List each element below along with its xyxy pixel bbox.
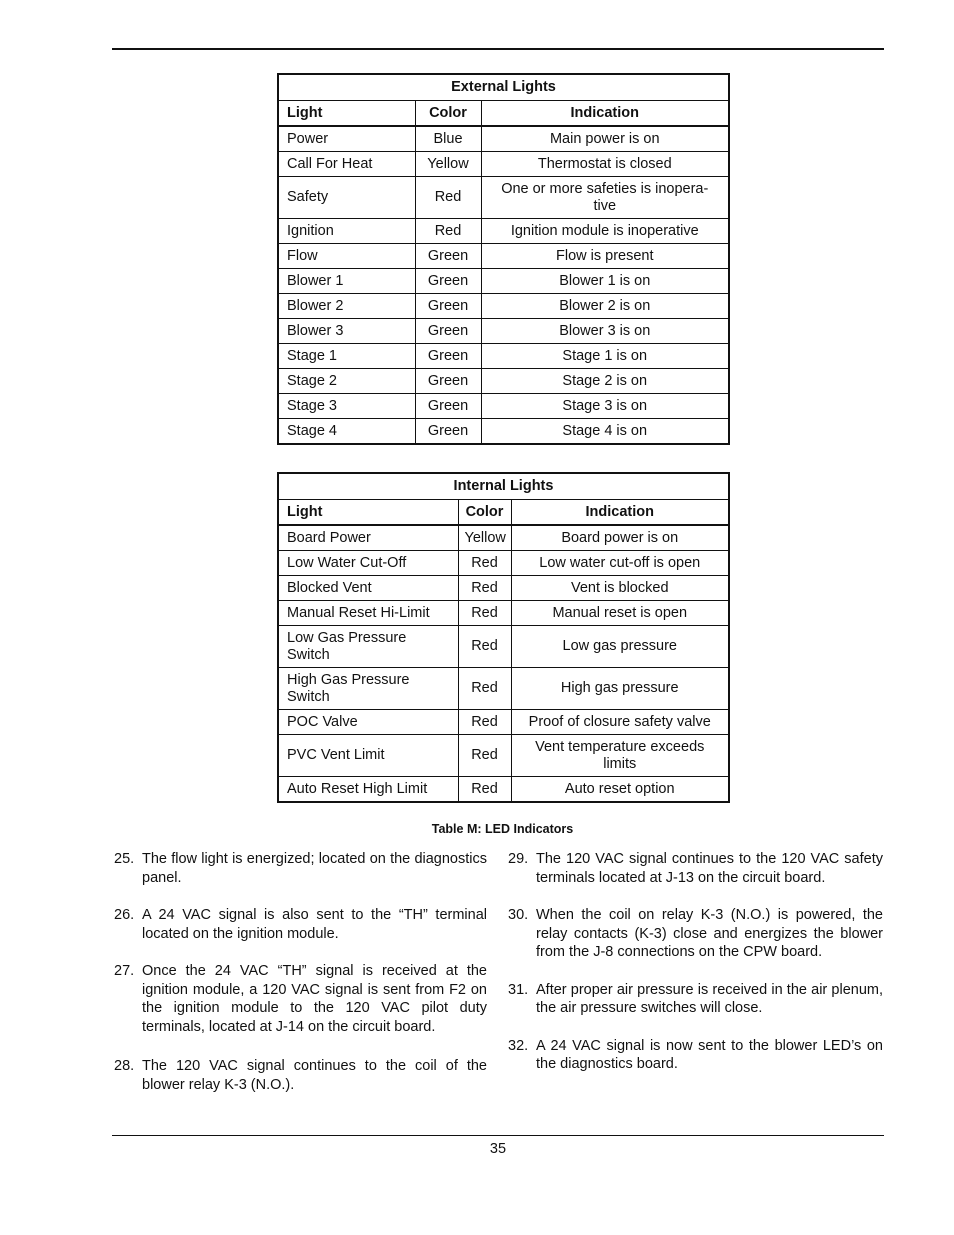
- table-row: [278, 735, 729, 777]
- step-item: [112, 962, 487, 1036]
- table-row: [278, 219, 729, 244]
- color-cell: Green: [415, 344, 481, 369]
- color-cell: Red: [415, 177, 481, 219]
- column-header: Indication: [481, 101, 729, 127]
- indication-cell: Low water cut-off is open: [511, 551, 729, 576]
- color-cell: Blue: [415, 126, 481, 152]
- step-item: [112, 1057, 487, 1094]
- step-item: [112, 906, 487, 943]
- indication-cell: Vent temperature exceeds limits: [511, 735, 729, 777]
- color-cell: Green: [415, 394, 481, 419]
- indication-cell: Thermostat is closed: [481, 152, 729, 177]
- table-row: [278, 551, 729, 576]
- page-number: 35: [489, 1141, 507, 1157]
- indication-cell: Manual reset is open: [511, 601, 729, 626]
- light-cell: Low Gas Pressure Switch: [278, 626, 458, 668]
- indication-cell: Blower 2 is on: [481, 294, 729, 319]
- footer-rule: [112, 1135, 884, 1136]
- color-cell: Green: [415, 319, 481, 344]
- color-cell: Green: [415, 269, 481, 294]
- light-cell: Blocked Vent: [278, 576, 458, 601]
- indication-cell: Main power is on: [481, 126, 729, 152]
- color-cell: Red: [458, 710, 511, 735]
- light-cell: Low Water Cut-Off: [278, 551, 458, 576]
- indication-cell: Low gas pressure: [511, 626, 729, 668]
- indication-cell: Board power is on: [511, 525, 729, 551]
- color-cell: Green: [415, 369, 481, 394]
- table-row: [278, 777, 729, 803]
- step-number: 30.: [508, 907, 529, 923]
- column-header: Color: [458, 500, 511, 526]
- light-cell: Safety: [278, 177, 415, 219]
- color-cell: Yellow: [415, 152, 481, 177]
- indication-cell: Ignition module is inoperative: [481, 219, 729, 244]
- light-cell: PVC Vent Limit: [278, 735, 458, 777]
- indication-cell: High gas pressure: [511, 668, 729, 710]
- table-row: [278, 710, 729, 735]
- column-header: Light: [278, 101, 415, 127]
- indication-cell: Flow is present: [481, 244, 729, 269]
- table-row: [278, 294, 729, 319]
- indication-cell: Stage 2 is on: [481, 369, 729, 394]
- light-cell: Stage 3: [278, 394, 415, 419]
- step-text: A 24 VAC signal is also sent to the “TH” terminal located on the ignition module.: [142, 907, 487, 942]
- light-cell: Stage 1: [278, 344, 415, 369]
- step-number: 26.: [114, 907, 135, 923]
- table-row: [278, 525, 729, 551]
- indication-cell: Stage 3 is on: [481, 394, 729, 419]
- table-row: [278, 576, 729, 601]
- light-cell: Board Power: [278, 525, 458, 551]
- color-cell: Red: [458, 601, 511, 626]
- step-number: 29.: [508, 851, 529, 867]
- light-cell: Stage 2: [278, 369, 415, 394]
- indication-cell: Blower 1 is on: [481, 269, 729, 294]
- step-item: [506, 1037, 883, 1074]
- step-text: The flow light is energized; located on the diagnostics panel.: [142, 851, 487, 886]
- indication-cell: Vent is blocked: [511, 576, 729, 601]
- light-cell: Blower 3: [278, 319, 415, 344]
- color-cell: Red: [458, 551, 511, 576]
- step-item: [506, 981, 883, 1018]
- header-rule: [112, 48, 884, 50]
- light-cell: Stage 4: [278, 419, 415, 445]
- light-cell: Auto Reset High Limit: [278, 777, 458, 803]
- step-number: 27.: [114, 963, 135, 979]
- table-caption: Table M: LED Indicators: [431, 822, 574, 836]
- table-row: [278, 394, 729, 419]
- color-cell: Green: [415, 419, 481, 445]
- table-title: External Lights: [278, 74, 729, 101]
- table-row: [278, 419, 729, 445]
- step-number: 28.: [114, 1058, 135, 1074]
- table-row: [278, 269, 729, 294]
- color-cell: Yellow: [458, 525, 511, 551]
- table-title: Internal Lights: [278, 473, 729, 500]
- column-header: Indication: [511, 500, 729, 526]
- color-cell: Red: [458, 777, 511, 803]
- steps-column-left: [112, 850, 487, 1094]
- light-cell: Power: [278, 126, 415, 152]
- table-row: [278, 126, 729, 152]
- table-row: [278, 344, 729, 369]
- step-text: When the coil on relay K-3 (N.O.) is powered, the relay contacts (K-3) close and energizes the blower from the J-8 connections on the CPW board.: [536, 907, 883, 960]
- external-lights-table: [277, 73, 730, 445]
- color-cell: Red: [458, 626, 511, 668]
- color-cell: Green: [415, 244, 481, 269]
- step-text: The 120 VAC signal continues to the 120 VAC safety terminals located at J-13 on the circuit board.: [536, 851, 883, 886]
- color-cell: Red: [458, 668, 511, 710]
- column-header: Light: [278, 500, 458, 526]
- table-row: [278, 601, 729, 626]
- table-row: [278, 319, 729, 344]
- step-item: [506, 850, 883, 887]
- indication-cell: Auto reset option: [511, 777, 729, 803]
- step-number: 31.: [508, 981, 529, 998]
- step-number: 25.: [114, 851, 135, 867]
- step-number: 32.: [508, 1037, 529, 1054]
- step-item: [506, 906, 883, 962]
- indication-cell: One or more safeties is inopera- tive: [481, 177, 729, 219]
- indication-cell: Proof of closure safety valve: [511, 710, 729, 735]
- step-item: [112, 850, 487, 887]
- step-text: A 24 VAC signal is now sent to the blower LED’s on the diagnostics board.: [536, 1037, 883, 1072]
- color-cell: Red: [458, 576, 511, 601]
- step-text: After proper air pressure is received in the air plenum, the air pressure switches will close.: [536, 981, 883, 1016]
- indication-cell: Stage 1 is on: [481, 344, 729, 369]
- light-cell: Manual Reset Hi-Limit: [278, 601, 458, 626]
- table-row: [278, 626, 729, 668]
- table-row: [278, 369, 729, 394]
- light-cell: Blower 2: [278, 294, 415, 319]
- light-cell: Blower 1: [278, 269, 415, 294]
- light-cell: High Gas Pressure Switch: [278, 668, 458, 710]
- table-row: [278, 152, 729, 177]
- color-cell: Green: [415, 294, 481, 319]
- table-row: [278, 177, 729, 219]
- indication-cell: Stage 4 is on: [481, 419, 729, 445]
- column-header: Color: [415, 101, 481, 127]
- light-cell: POC Valve: [278, 710, 458, 735]
- step-text: Once the 24 VAC “TH” signal is received at the ignition module, a 120 VAC signal is sent from F2 on the ignition module to the 120 VAC pilot duty terminals, located at J-14 on the circuit board.: [142, 963, 487, 1035]
- light-cell: Call For Heat: [278, 152, 415, 177]
- light-cell: Ignition: [278, 219, 415, 244]
- table-row: [278, 668, 729, 710]
- color-cell: Red: [415, 219, 481, 244]
- step-text: The 120 VAC signal continues to the coil of the blower relay K-3 (N.O.).: [142, 1058, 487, 1093]
- steps-column-right: [506, 850, 883, 1074]
- indication-cell: Blower 3 is on: [481, 319, 729, 344]
- light-cell: Flow: [278, 244, 415, 269]
- table-row: [278, 244, 729, 269]
- color-cell: Red: [458, 735, 511, 777]
- internal-lights-table: [277, 472, 730, 803]
